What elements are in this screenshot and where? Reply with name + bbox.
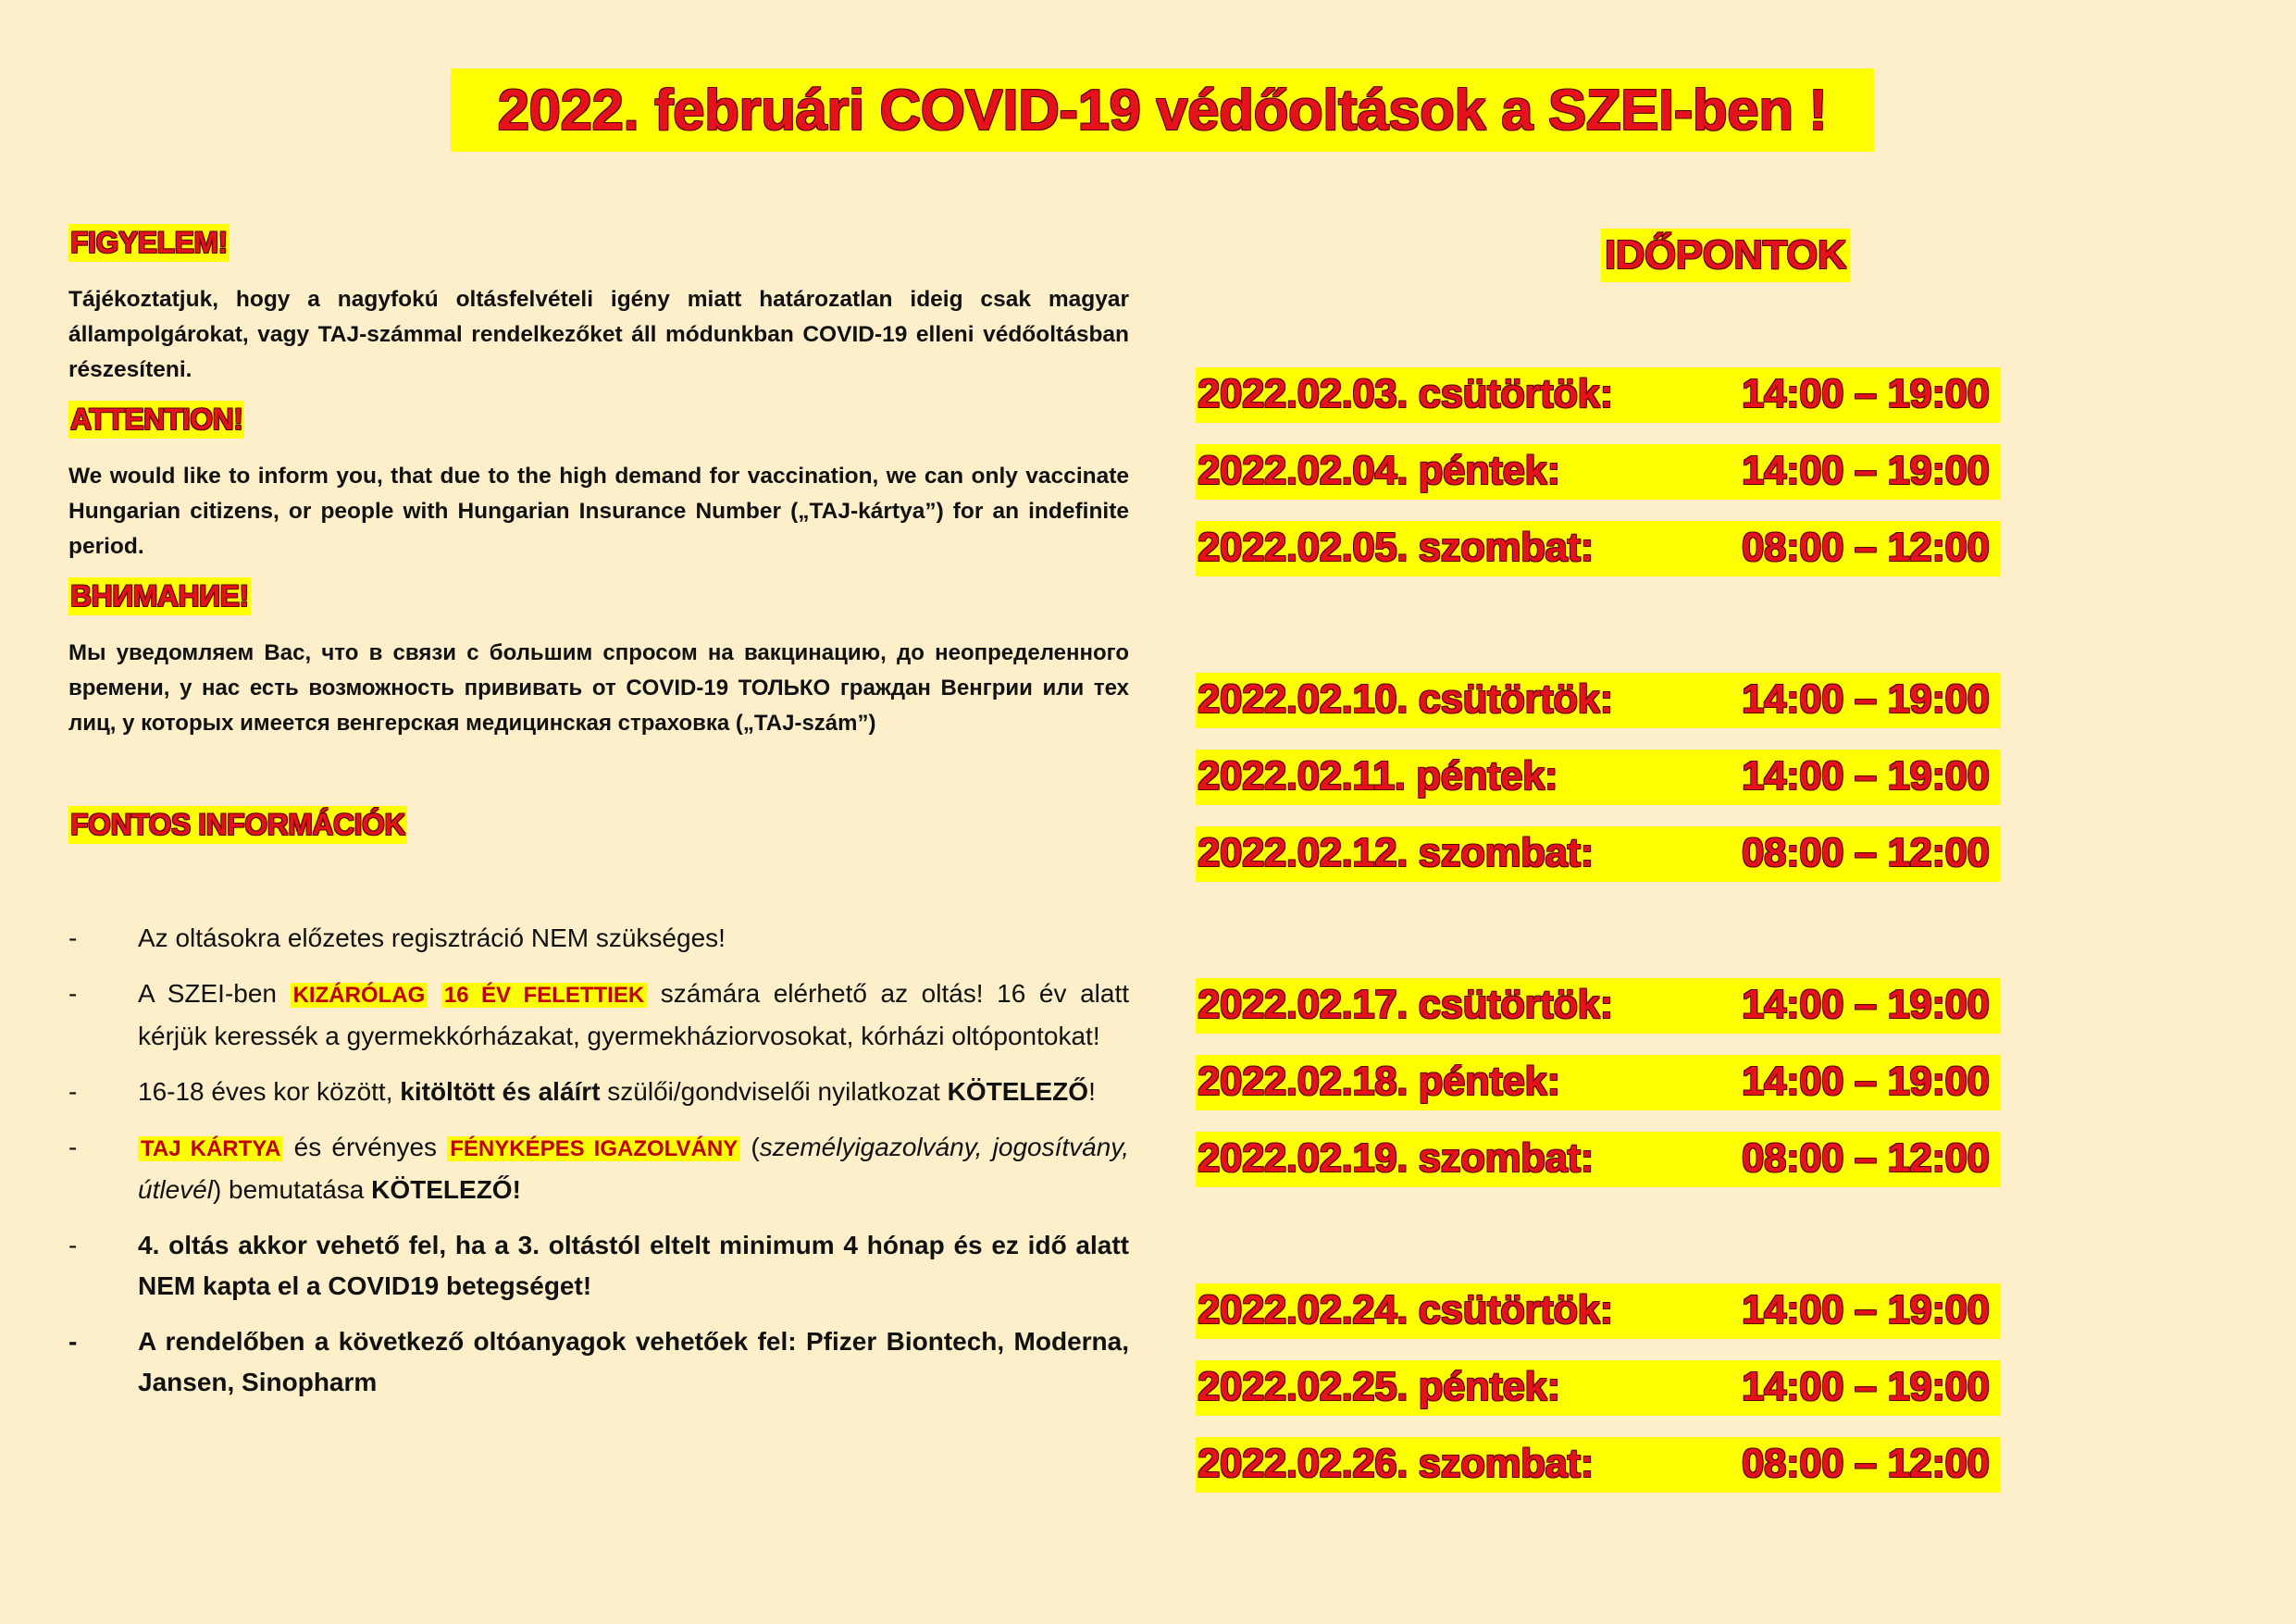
bullet-text: számára elérhető az oltás! 16 év alatt kérjük keressék a gyermekkórházakat, gyermekháziorvosokat, kórházi oltópontokat! bbox=[138, 979, 1129, 1050]
schedule-row bbox=[1196, 750, 2001, 805]
schedule-row bbox=[1196, 1055, 2001, 1110]
notice-en bbox=[68, 401, 1129, 564]
notice-hu bbox=[68, 224, 1129, 388]
bullet-text: és érvényes bbox=[283, 1133, 448, 1161]
schedule-row bbox=[1196, 826, 2001, 882]
schedule-row bbox=[1196, 673, 2001, 728]
schedule-row bbox=[1196, 1283, 2001, 1339]
slot-date: 2022.02.24. csütörtök: bbox=[1198, 1287, 1613, 1333]
slot-time: 14:00 – 19:00 bbox=[1742, 982, 1990, 1027]
list-item bbox=[68, 1072, 1129, 1112]
schedule-row bbox=[1196, 444, 2001, 500]
bullet-text: ! bbox=[1088, 1077, 1096, 1106]
bullet-text: 16-18 éves kor között, bbox=[138, 1077, 401, 1106]
slot-date: 2022.02.25. péntek: bbox=[1198, 1364, 1560, 1409]
bullet-text: ( bbox=[740, 1133, 760, 1161]
highlight-tag: KIZÁRÓLAG bbox=[291, 983, 428, 1008]
slot-time: 14:00 – 19:00 bbox=[1742, 676, 1990, 722]
slot-date: 2022.02.19. szombat: bbox=[1198, 1135, 1594, 1181]
bullet-text: ) bemutatása bbox=[212, 1175, 372, 1204]
slot-time: 08:00 – 12:00 bbox=[1742, 1441, 1990, 1486]
schedule-row bbox=[1196, 1437, 2001, 1493]
slot-date: 2022.02.10. csütörtök: bbox=[1198, 676, 1613, 722]
slot-time: 08:00 – 12:00 bbox=[1742, 830, 1990, 875]
list-item bbox=[68, 918, 1129, 959]
bullet-text: Az oltásokra előzetes regisztráció NEM szükséges! bbox=[138, 924, 726, 952]
slot-date: 2022.02.12. szombat: bbox=[1198, 830, 1594, 875]
list-item bbox=[68, 1127, 1129, 1210]
italic-text: személyigazolvány, jogosítvány, útlevél bbox=[138, 1133, 1129, 1204]
highlight-tag: 16 ÉV FELETTIEK bbox=[441, 983, 647, 1008]
bullet-dash: - bbox=[68, 1133, 78, 1161]
bullet-dash: - bbox=[68, 924, 78, 952]
page-title: 2022. februári COVID-19 védőoltások a SZEI-ben ! bbox=[451, 68, 1874, 152]
notice-text-hu: Tájékoztatjuk, hogy a nagyfokú oltásfelvételi igény miatt határozatlan ideig csak magyar állampolgárokat, vagy TAJ-számmal rendelkezőket áll módunkban COVID-19 elleni védőoltásban részesíteni. bbox=[68, 287, 1129, 382]
schedule-row bbox=[1196, 367, 2001, 423]
slot-time: 14:00 – 19:00 bbox=[1742, 753, 1990, 799]
schedule-heading: IDŐPONTOK bbox=[1601, 229, 1850, 282]
slot-time: 14:00 – 19:00 bbox=[1742, 1287, 1990, 1333]
info-heading: FONTOS INFORMÁCIÓK bbox=[68, 806, 407, 844]
slot-date: 2022.02.18. péntek: bbox=[1198, 1059, 1560, 1104]
bold-text: A rendelőben a következő oltóanyagok vehetőek fel: Pfizer Biontech, Moderna, Jansen, Sinopharm bbox=[138, 1327, 1129, 1396]
bold-text: KÖTELEZŐ! bbox=[371, 1175, 521, 1204]
bold-text: KÖTELEZŐ bbox=[947, 1077, 1089, 1106]
schedule-row bbox=[1196, 978, 2001, 1034]
notice-ru bbox=[68, 577, 1129, 741]
schedule-row bbox=[1196, 1132, 2001, 1187]
slot-date: 2022.02.17. csütörtök: bbox=[1198, 982, 1613, 1027]
notice-text-ru: Мы уведомляем Вас, что в связи с большим спросом на вакцинацию, до неопределенного времени, у нас есть возможность прививать от COVID-19 ТОЛЬКО граждан Венгрии или тех лиц, у которых имеется венгерская медицинская страховка („TAJ-szám”) bbox=[68, 640, 1129, 736]
slot-time: 14:00 – 19:00 bbox=[1742, 448, 1990, 493]
bullet-dash: - bbox=[68, 1327, 78, 1356]
highlight-tag: TAJ KÁRTYA bbox=[138, 1136, 283, 1161]
bullet-text: szülői/gondviselői nyilatkozat bbox=[600, 1077, 948, 1106]
info-section bbox=[68, 806, 1129, 844]
bullet-dash: - bbox=[68, 979, 78, 1008]
bold-text: kitöltött és aláírt bbox=[400, 1077, 601, 1106]
slot-date: 2022.02.26. szombat: bbox=[1198, 1441, 1594, 1486]
notice-column bbox=[68, 224, 1129, 1418]
notice-heading-en: ATTENTION! bbox=[68, 401, 244, 439]
slot-time: 08:00 – 12:00 bbox=[1742, 1135, 1990, 1181]
bullet-text: A SZEI-ben bbox=[138, 979, 291, 1008]
slot-time: 14:00 – 19:00 bbox=[1742, 1364, 1990, 1409]
slot-time: 14:00 – 19:00 bbox=[1742, 371, 1990, 416]
bold-text: 4. oltás akkor vehető fel, ha a 3. oltástól eltelt minimum 4 hónap és ez idő alatt NEM kapta el a COVID19 betegséget! bbox=[138, 1231, 1129, 1300]
bullet-dash: - bbox=[68, 1231, 78, 1259]
schedule-row bbox=[1196, 1360, 2001, 1416]
slot-time: 14:00 – 19:00 bbox=[1742, 1059, 1990, 1104]
slot-date: 2022.02.03. csütörtök: bbox=[1198, 371, 1613, 416]
slot-date: 2022.02.05. szombat: bbox=[1198, 525, 1594, 570]
slot-date: 2022.02.11. péntek: bbox=[1198, 753, 1558, 799]
list-item bbox=[68, 973, 1129, 1057]
list-item bbox=[68, 1225, 1129, 1307]
notice-heading-ru: ВНИМАНИЕ! bbox=[68, 577, 251, 615]
bullet-dash: - bbox=[68, 1077, 78, 1106]
info-list bbox=[68, 918, 1129, 1403]
list-item bbox=[68, 1321, 1129, 1403]
highlight-tag: FÉNYKÉPES IGAZOLVÁNY bbox=[447, 1136, 740, 1161]
notice-text-en: We would like to inform you, that due to the high demand for vaccination, we can only vaccinate Hungarian citizens, or people with Hungarian Insurance Number („TAJ-kártya”) for an indefinite period. bbox=[68, 464, 1129, 559]
notice-heading-hu: FIGYELEM! bbox=[68, 224, 230, 262]
slot-date: 2022.02.04. péntek: bbox=[1198, 448, 1560, 493]
slot-time: 08:00 – 12:00 bbox=[1742, 525, 1990, 570]
schedule-row bbox=[1196, 521, 2001, 576]
